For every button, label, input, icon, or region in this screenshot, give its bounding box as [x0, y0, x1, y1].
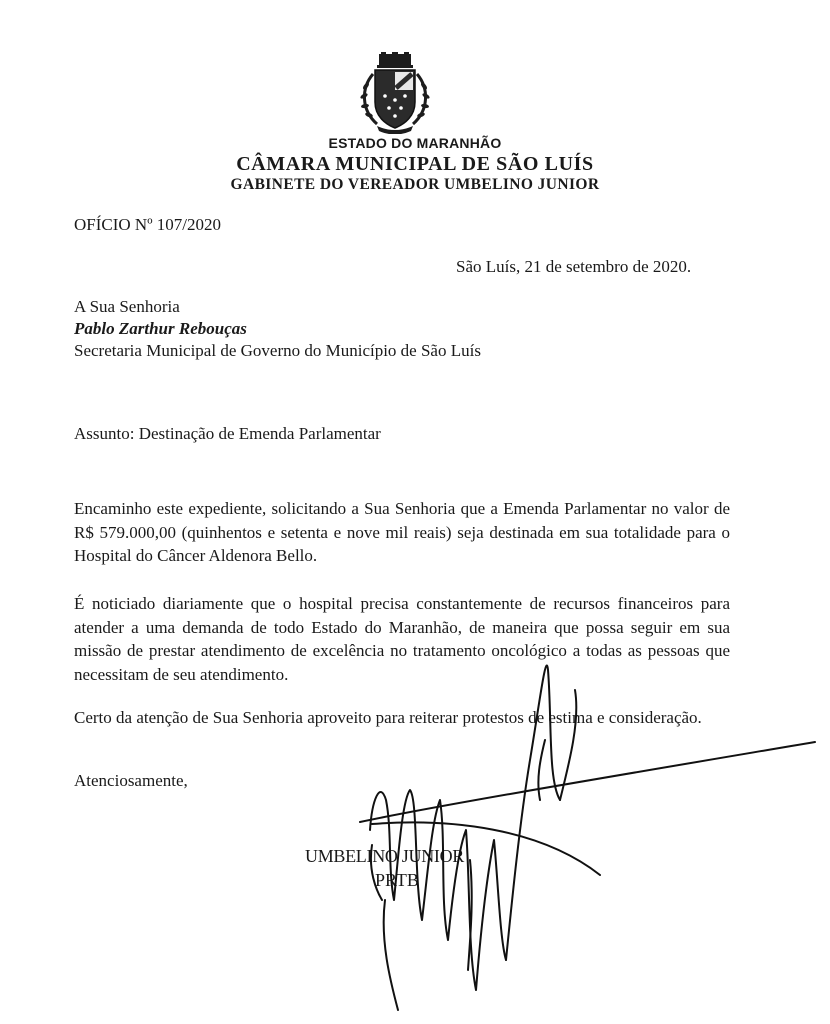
header-state: ESTADO DO MARANHÃO — [328, 135, 502, 151]
header-office: GABINETE DO VEREADOR UMBELINO JUNIOR — [230, 176, 600, 193]
signatory-party: PRTB — [375, 870, 419, 890]
document-reference: OFÍCIO Nº 107/2020 — [74, 215, 221, 234]
signatory-name: UMBELINO JUNIOR — [305, 846, 464, 866]
body-paragraph: Certo da atenção de Sua Senhoria aproveito para reiterar protestos de estima e consideração. — [74, 708, 702, 727]
subject-line: Assunto: Destinação de Emenda Parlamentar — [74, 424, 381, 443]
closing-line: Atenciosamente, — [74, 771, 188, 790]
recipient-name: Pablo Zarthur Rebouças — [74, 319, 247, 338]
municipal-crest-icon — [355, 52, 435, 134]
header-chamber: CÂMARA MUNICIPAL DE SÃO LUÍS — [236, 153, 594, 175]
recipient-organization: Secretaria Municipal de Governo do Município de São Luís — [74, 341, 481, 360]
body-paragraph: Encaminho este expediente, solicitando a Sua Senhoria que a Emenda Parlamentar no valor de R$ 579.000,00 (quinhentos e setenta e nove mil reais) seja destinada em sua totalidade para o Hospital do Câncer Aldenora Bello. — [74, 499, 730, 565]
body-paragraph: É noticiado diariamente que o hospital precisa constantemente de recursos financeiros para atender a uma demanda de todo Estado do Maranhão, de maneira que possa seguir em sua missão de prestar atendimento de excelência no tratamento oncológico a todas as pessoas que necessitam de seu atendimento. — [74, 594, 730, 684]
recipient-title: A Sua Senhoria — [74, 297, 180, 316]
date-line: São Luís, 21 de setembro de 2020. — [456, 257, 692, 276]
